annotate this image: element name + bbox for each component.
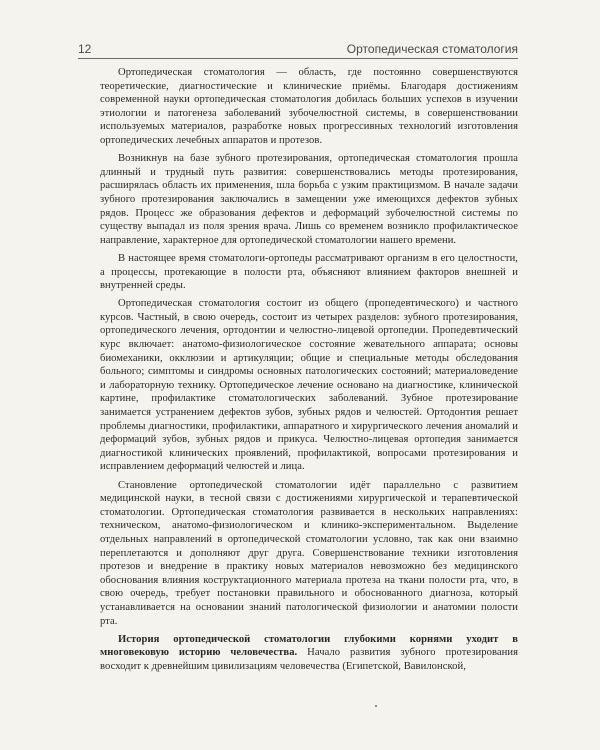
body-text xyxy=(100,66,518,677)
scan-speck xyxy=(375,705,377,707)
page-number: 12 xyxy=(78,42,92,56)
paragraph: Возникнув на базе зубного протезирования, ортопедическая стоматология прошла длинный и трудный путь развития: совершенствовались методы протезирования, расширялась область их применения, шла борьба с узким практицизмом. В начале задачи зубного протезирования заключались в замещении уже имеющихся дефектов зубных рядов. Процесс же образования дефектов и деформаций зубочелюстной системы по существу выпадал из поля зрения врача. Лишь со временем возникло профилактическое направление, характерное для ортопедической стоматологии нашего времени. xyxy=(100,153,518,246)
paragraph: Ортопедическая стоматология — область, где постоянно совершенствуются теоретические, диагностические и клинические приёмы. Благодаря достижениям современной науки ортопедическая стоматология добилась больших успехов в изучении этиологии и патогенеза заболеваний зубочелюстной системы, в совершенствовании используемых материалов, разработке новых прогрессивных технологий изготовления ортопедических лечебных аппаратов и протезов. xyxy=(100,67,518,146)
paragraph-text: Начало развития зубного протезирования восходит к древнейшим цивилизациям человечества (Египетской, Вавилонской, xyxy=(100,647,518,672)
paragraph: Ортопедическая стоматология состоит из общего (пропедевтического) и частного курсов. Частный, в свою очередь, состоит из четырех разделов: зубного протезирования, ортопедического лечения, ортодонтии и челюстно-лицевой ортопедии. Пропедевтический курс включает: анатомо-физиологическое состояние жевательного аппарата; основы биомеханики, окклюзии и артикуляции; общие и специальные методы обследования больного; симптомы и синдромы основных патологических состояний; материаловедение и лабораторную технику. Ортопедическое лечение основано на диагностике, клинической картине, профилактике стоматологических заболеваний. Зубное протезирование занимается устранением дефектов зубов, зубных рядов и челюстей. Ортодонтия решает проблемы диагностики, профилактики, аппаратного и хирургического лечения аномалий и деформаций зубов, зубных рядов и прикуса. Челюстно-лицевая ортопедия занимается диагностикой клинических проявлений, профилактикой, вопросами протезирования и исправлением деформаций челюстей и лица. xyxy=(100,298,518,473)
paragraph-history xyxy=(100,633,518,674)
paragraph: В настоящее время стоматологи-ортопеды рассматривают организм в его целостности, а процессы, протекающие в полости рта, объясняют влиянием факторов внешней и внутренней среды. xyxy=(100,252,518,292)
paragraph: Становление ортопедической стоматологии идёт параллельно с развитием медицинской науки, в тесной связи с достижениями хирургической и терапевтической стоматологии. Ортопедическая стоматология развивается в нескольких направлениях: техническом, анатомо-физиологическом и клинико-экспериментальном. Выделение отдельных направлений в ортопедической стоматологии условно, так как они взаимно переплетаются и дополняют друг друга. Совершенствование техники изготовления протезов и внедрение в практику новых материалов невозможно без медицинского обоснования влияния коструктационного материала протеза на ткани полости рта, что, в свою очередь, требует постановки правильного и обоснованного диагноза, который устанавливается на основании знаний патологической физиологии и анатомии полости рта. xyxy=(100,479,518,627)
header-rule xyxy=(78,58,518,59)
running-title: Ортопедическая стоматология xyxy=(346,42,518,56)
page-header xyxy=(78,40,518,60)
paragraph-lead: История ортопедической стоматологии глубокими корнями уходит в многовековую историю человечества. xyxy=(100,633,518,659)
